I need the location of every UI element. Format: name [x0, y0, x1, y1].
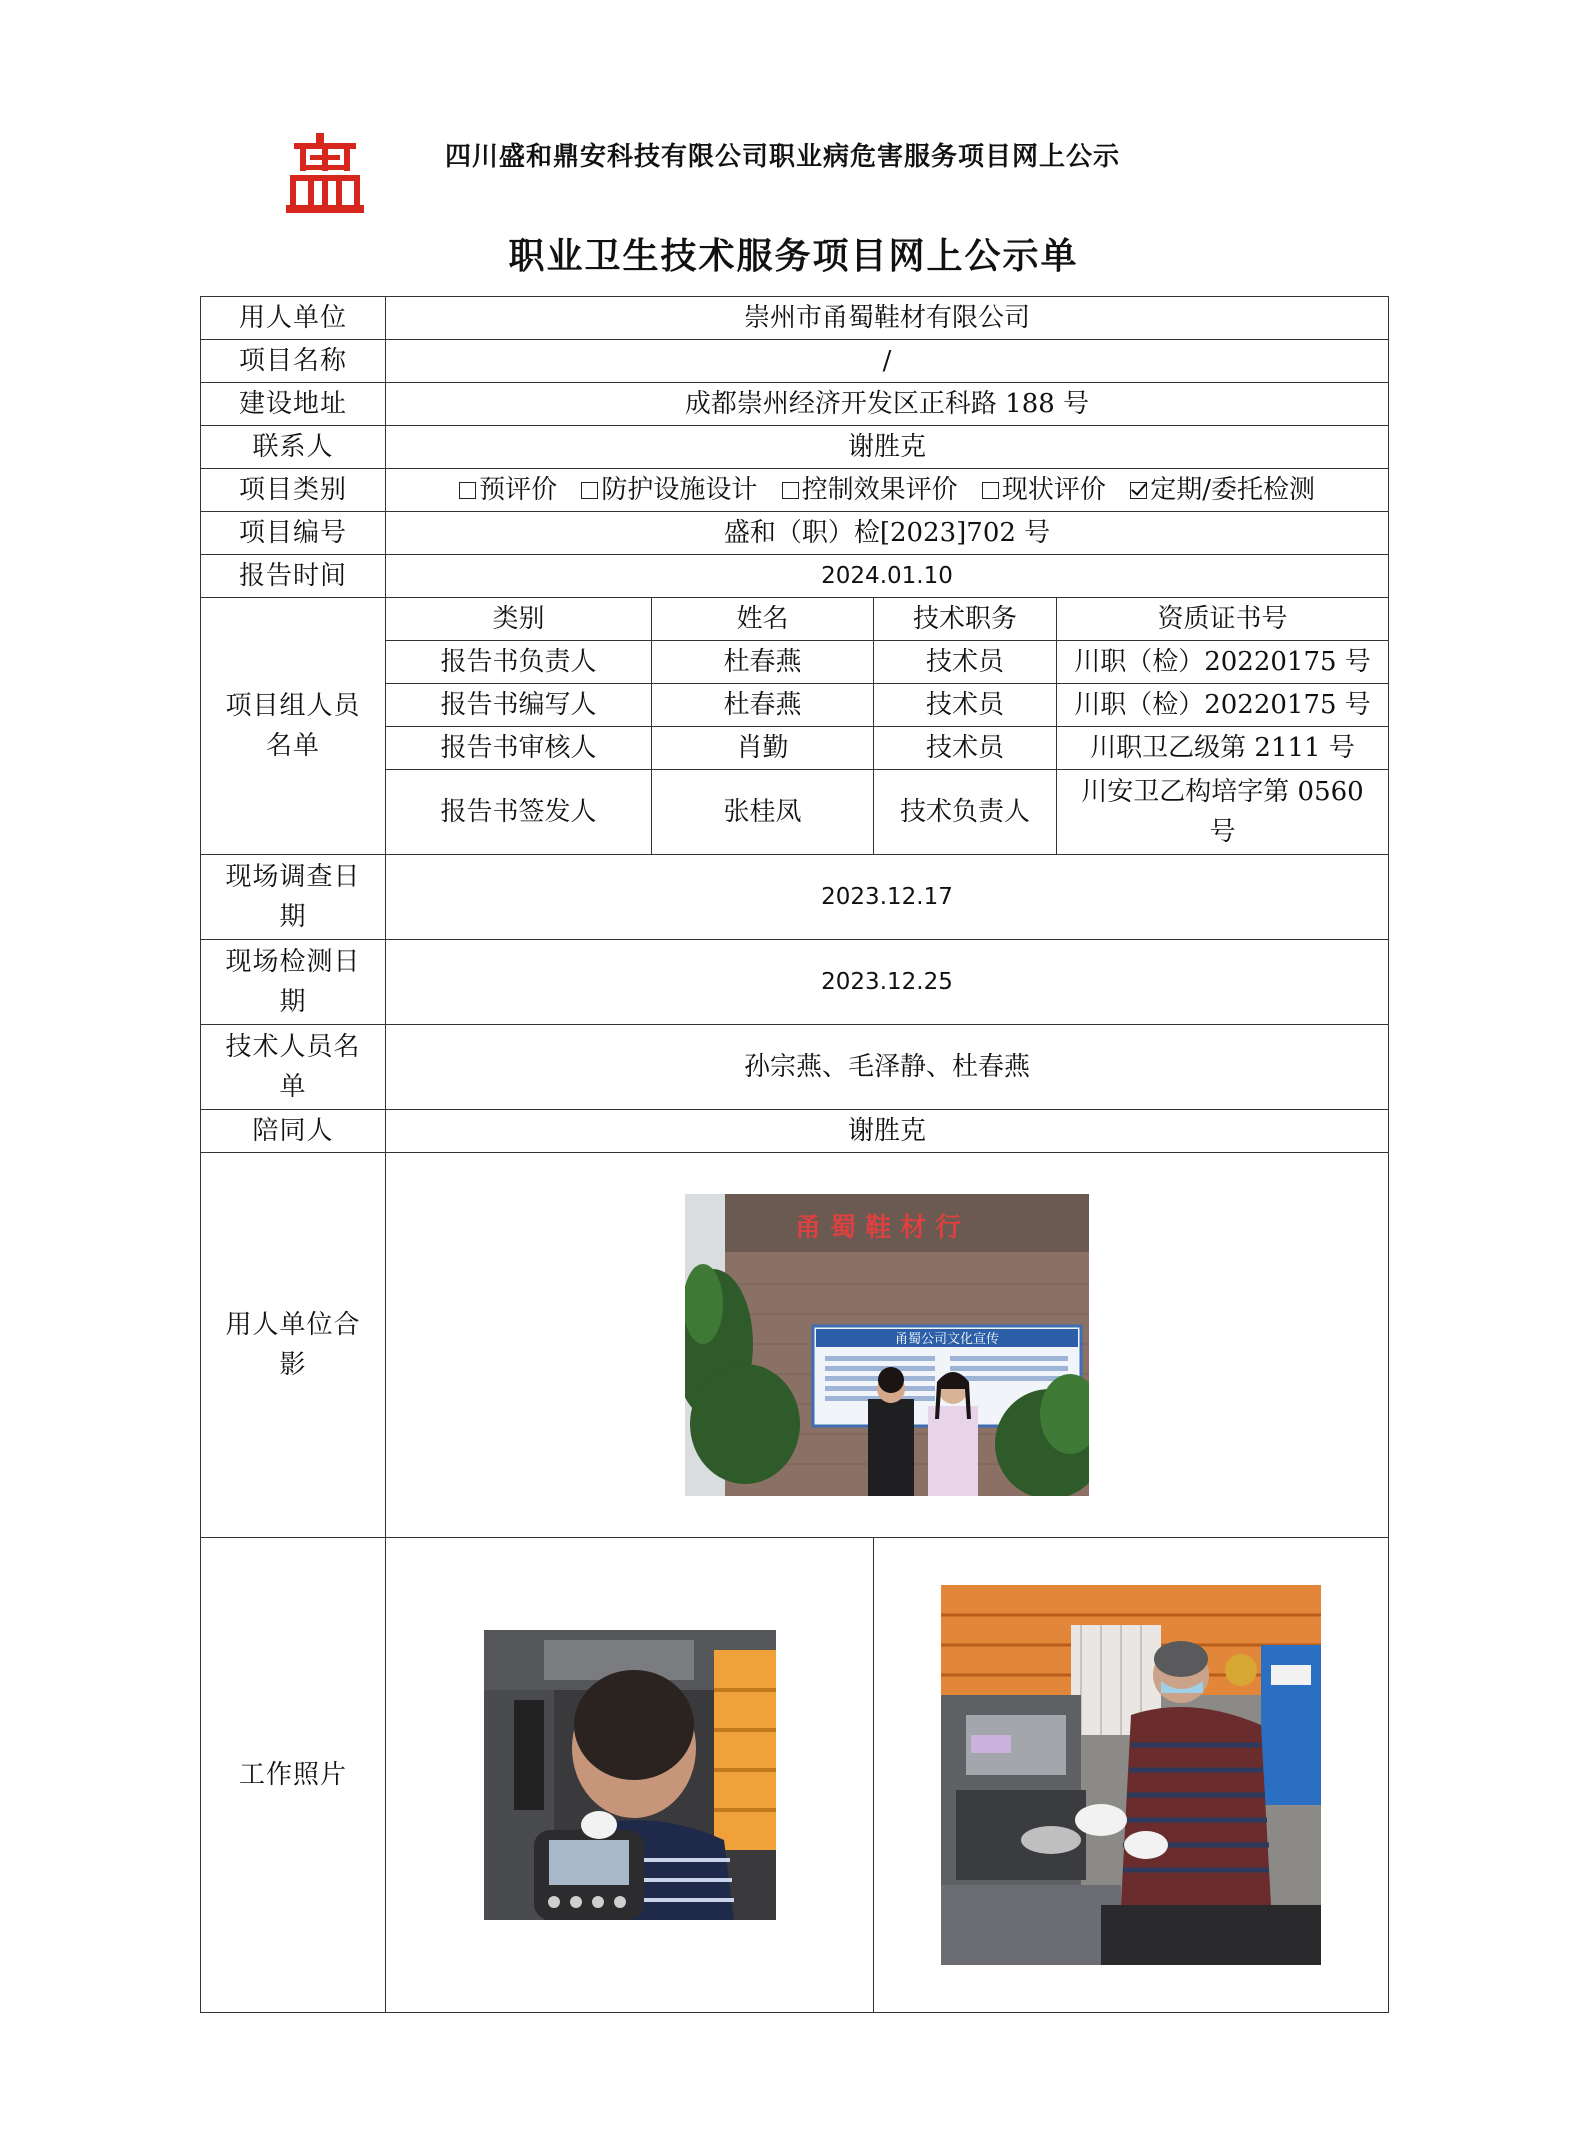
project-name-row	[201, 340, 1389, 383]
group-photo-image	[685, 1194, 1089, 1496]
form-title: 职业卫生技术服务项目网上公示单	[508, 235, 1079, 277]
member-cert: 川职（检）20220175 号	[1057, 684, 1389, 727]
company-logo	[286, 133, 364, 213]
technicians-value: 孙宗燕、毛泽静、杜春燕	[386, 1025, 1389, 1110]
project-no-label: 项目编号	[201, 512, 386, 555]
work-photo-cell-left	[386, 1538, 874, 2013]
member-cert: 川安卫乙构培字第 0560 号	[1057, 770, 1389, 855]
employer-row	[201, 297, 1389, 340]
member-title: 技术负责人	[874, 770, 1057, 855]
test-date-row	[201, 940, 1389, 1025]
address-label: 建设地址	[201, 383, 386, 426]
group-photo-label: 用人单位合影	[201, 1153, 386, 1538]
member-title: 技术员	[874, 641, 1057, 684]
checkbox-periodic-testing[interactable]: 定期/委托检测	[1130, 470, 1315, 510]
team-header-title: 技术职务	[874, 598, 1057, 641]
test-date-value: 2023.12.25	[386, 940, 1389, 1025]
team-header-name: 姓名	[652, 598, 874, 641]
company-title: 四川盛和鼎安科技有限公司职业病危害服务项目网上公示	[445, 142, 1121, 172]
member-cert: 川职（检）20220175 号	[1057, 641, 1389, 684]
checkbox-pre-evaluation[interactable]: 预评价	[459, 470, 557, 510]
work-photo-left-image	[484, 1630, 776, 1920]
group-photo-cell	[386, 1153, 1389, 1538]
team-header-cert: 资质证书号	[1057, 598, 1389, 641]
category-row	[201, 469, 1389, 512]
address-row	[201, 383, 1389, 426]
team-header-row	[201, 598, 1389, 641]
work-photo-right-image	[941, 1585, 1321, 1965]
survey-date-value: 2023.12.17	[386, 855, 1389, 940]
logo-seal-icon	[286, 133, 364, 213]
survey-date-row	[201, 855, 1389, 940]
category-options	[386, 469, 1389, 512]
technicians-label: 技术人员名单	[201, 1025, 386, 1110]
page-header	[0, 0, 1587, 277]
report-date-row	[201, 555, 1389, 598]
checkbox-status-evaluation[interactable]: 现状评价	[982, 470, 1106, 510]
member-title: 技术员	[874, 727, 1057, 770]
checkbox-empty-icon	[581, 482, 598, 499]
work-photos-row	[201, 1538, 1389, 2013]
group-photo-row	[201, 1153, 1389, 1538]
contact-label: 联系人	[201, 426, 386, 469]
checkbox-checked-icon	[1130, 482, 1147, 499]
checkbox-empty-icon	[459, 482, 476, 499]
team-label: 项目组人员名单	[201, 598, 386, 855]
member-name: 张桂凤	[652, 770, 874, 855]
test-date-label: 现场检测日期	[201, 940, 386, 1025]
group-photo	[685, 1194, 1089, 1496]
member-name: 杜春燕	[652, 684, 874, 727]
checkbox-protection-design[interactable]: 防护设施设计	[581, 470, 757, 510]
member-name: 杜春燕	[652, 641, 874, 684]
member-role: 报告书审核人	[386, 727, 652, 770]
escort-value: 谢胜克	[386, 1110, 1389, 1153]
sign-text: 甬 蜀 鞋 材 行	[795, 1213, 962, 1243]
work-photos-label: 工作照片	[201, 1538, 386, 2013]
publicity-form-table	[200, 296, 1389, 2013]
project-no-value: 盛和（职）检[2023]702 号	[386, 512, 1389, 555]
board-text: 甬蜀公司文化宣传	[895, 1332, 1000, 1347]
work-photo-left	[484, 1630, 776, 1920]
checkbox-empty-icon	[782, 482, 799, 499]
escort-label: 陪同人	[201, 1110, 386, 1153]
project-no-row	[201, 512, 1389, 555]
member-name: 肖勤	[652, 727, 874, 770]
team-header-role: 类别	[386, 598, 652, 641]
work-photo-right	[941, 1585, 1321, 1965]
member-title: 技术员	[874, 684, 1057, 727]
escort-row	[201, 1110, 1389, 1153]
category-label: 项目类别	[201, 469, 386, 512]
member-cert: 川职卫乙级第 2111 号	[1057, 727, 1389, 770]
checkbox-control-effect[interactable]: 控制效果评价	[782, 470, 958, 510]
member-role: 报告书编写人	[386, 684, 652, 727]
member-role: 报告书负责人	[386, 641, 652, 684]
report-date-value: 2024.01.10	[386, 555, 1389, 598]
contact-row	[201, 426, 1389, 469]
technicians-row	[201, 1025, 1389, 1110]
employer-label: 用人单位	[201, 297, 386, 340]
employer-value: 崇州市甬蜀鞋材有限公司	[386, 297, 1389, 340]
work-photo-cell-right	[874, 1538, 1389, 2013]
project-name-label: 项目名称	[201, 340, 386, 383]
report-date-label: 报告时间	[201, 555, 386, 598]
member-role: 报告书签发人	[386, 770, 652, 855]
survey-date-label: 现场调查日期	[201, 855, 386, 940]
contact-value: 谢胜克	[386, 426, 1389, 469]
checkbox-empty-icon	[982, 482, 999, 499]
project-name-value: /	[386, 340, 1389, 383]
address-value: 成都崇州经济开发区正科路 188 号	[386, 383, 1389, 426]
